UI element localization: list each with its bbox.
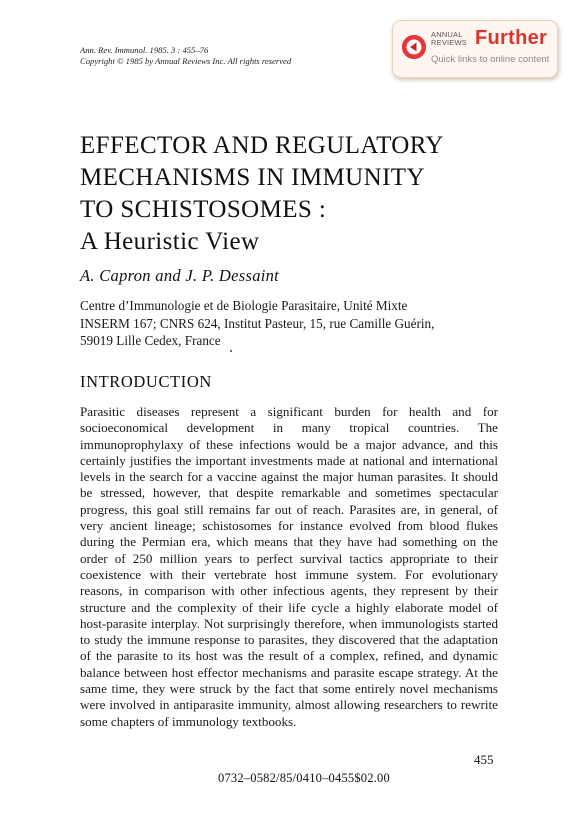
article-code: 0732–0582/85/0410–0455$02.00 — [218, 771, 390, 785]
further-links-badge[interactable] — [392, 20, 558, 78]
affiliation — [80, 297, 434, 350]
affiliation-line: INSERM 167; CNRS 624, Institut Pasteur, 15, rue Camille Guérin, — [80, 315, 435, 331]
further-label[interactable]: Further — [475, 27, 548, 49]
citation-header — [80, 45, 291, 67]
title-line: MECHANISMS IN IMMUNITY — [80, 164, 425, 191]
section-heading: INTRODUCTION — [80, 372, 212, 391]
authors: A. Capron and J. P. Dessaint — [80, 266, 280, 285]
stray-mark — [230, 350, 232, 352]
body-paragraph: Parasitic diseases represent a significant burden for health and for socioeconomical development in many tropical countries. The immunoprophylaxy of these infections would be a major advance, and this certainly justifies the important investments made at national and international levels in the search for a vaccine against the major human parasites. It should be stressed, however, that despite remarkable and sometimes spectacular progress, this goal still remains far out of reach. Parasites are, in general, of very ancient lineage; schistosomes for instance evolved from blood flukes during the Permian era, which means that they have had something on the order of 250 million years to perfect survival tactics appropriate to their coexistence with their vertebrate host immune system. For evolutionary reasons, in comparison with other infectious agents, they represent by their structure and the complexity of their life cycle a highly elaborate model of host-parasite interplay. Not surprisingly therefore, when immunologists started to study the immune response to parasites, they discovered that the adaptation of the parasite to its host was the result of a complex, refined, and dynamic balance between host effector mechanisms and parasite escape strategy. At the same time, they were struck by the fact that some entirely novel mechanisms were involved in antiparasite immunity, almost allowing researchers to rewrite some chapters of immunology textbooks. — [80, 404, 498, 729]
affiliation-line: Centre d’Immunologie et de Biologie Parasitaire, Unité Mixte — [80, 298, 408, 313]
affiliation-line: 59019 Lille Cedex, France — [80, 333, 221, 348]
quick-links-label[interactable]: Quick links to online content — [431, 54, 550, 65]
journal-line: Ann. Rev. Immunol. 1985. 3 : 455–76 — [80, 45, 209, 55]
annual-reviews-wordmark: ANNUAL REVIEWS — [431, 30, 467, 47]
title-line: EFFECTOR AND REGULATORY — [80, 132, 444, 159]
copyright-line: Copyright © 1985 by Annual Reviews Inc. All rights reserved — [80, 56, 292, 66]
play-arrow-icon[interactable] — [402, 35, 426, 59]
title-line: TO SCHISTOSOMES : — [80, 196, 327, 223]
article-title — [80, 130, 444, 258]
title-line: A Heuristic View — [80, 228, 260, 255]
page-number: 455 — [474, 752, 494, 767]
